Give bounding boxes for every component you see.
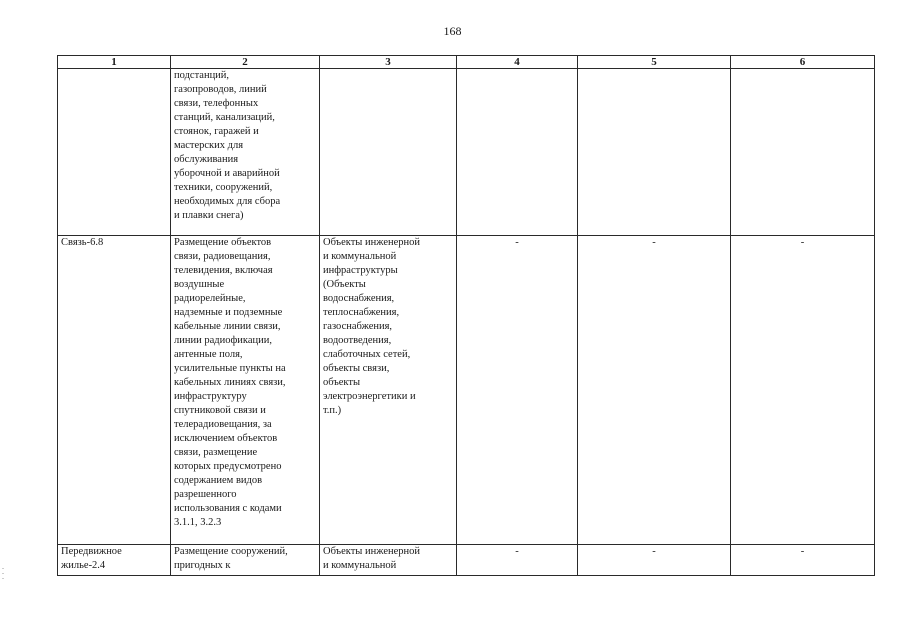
header-col-5: 5: [578, 56, 731, 69]
row-3-description-cell: Размещение сооружений, пригодных к: [171, 545, 320, 576]
row-2-description-cell: Размещение объектов связи, радиовещания, телевидения, включая воздушные радиорелейные, надземные и подземные кабельные линии связи, линии радиофикации, антенные поля, усилительные пункты на кабельных линиях связи, инфраструктуру спутниковой связи и телерадиовещания, за исключением объектов связи, размещение которых предусмотрено содержанием видов разрешенного использования с кодами 3.1.1, 3.2.3: [171, 236, 320, 545]
row-1-code-cell: [58, 69, 171, 236]
header-col-2: 2: [171, 56, 320, 69]
table-row: [58, 69, 875, 236]
row-1-description-cell: подстанций, газопроводов, линий связи, телефонных станций, канализаций, стоянок, гаражей и мастерских для обслуживания уборочной и аварийной техники, сооружений, необходимых для сбора и плавки снега): [171, 69, 320, 236]
row-3-objects-cell: Объекты инженерной и коммунальной: [320, 545, 457, 576]
table-row: [58, 545, 875, 576]
row-3-col5-cell: -: [578, 545, 731, 576]
page-number: 168: [443, 24, 462, 38]
table-row: [58, 236, 875, 545]
row-1-col4-cell: [457, 69, 578, 236]
header-col-6: 6: [731, 56, 875, 69]
scan-edge-marks: - - -: [2, 566, 4, 582]
row-2-col5-cell: -: [578, 236, 731, 545]
row-3-col6-cell: -: [731, 545, 875, 576]
row-2-code-cell: Связь-6.8: [58, 236, 171, 545]
row-1-objects-cell: [320, 69, 457, 236]
row-3-col4-cell: -: [457, 545, 578, 576]
header-col-3: 3: [320, 56, 457, 69]
row-2-col6-cell: -: [731, 236, 875, 545]
row-2-objects-cell: Объекты инженерной и коммунальной инфраструктуры (Объекты водоснабжения, теплоснабжения, газоснабжения, водоотведения, слаботочных сетей, объекты связи, объекты электроэнергетики и т.п.): [320, 236, 457, 545]
row-1-col6-cell: [731, 69, 875, 236]
header-col-1: 1: [58, 56, 171, 69]
land-use-table: [57, 55, 875, 576]
row-1-col5-cell: [578, 69, 731, 236]
header-col-4: 4: [457, 56, 578, 69]
row-3-code-cell: Передвижное жилье-2.4: [58, 545, 171, 576]
header-row: [58, 56, 875, 69]
row-2-col4-cell: -: [457, 236, 578, 545]
